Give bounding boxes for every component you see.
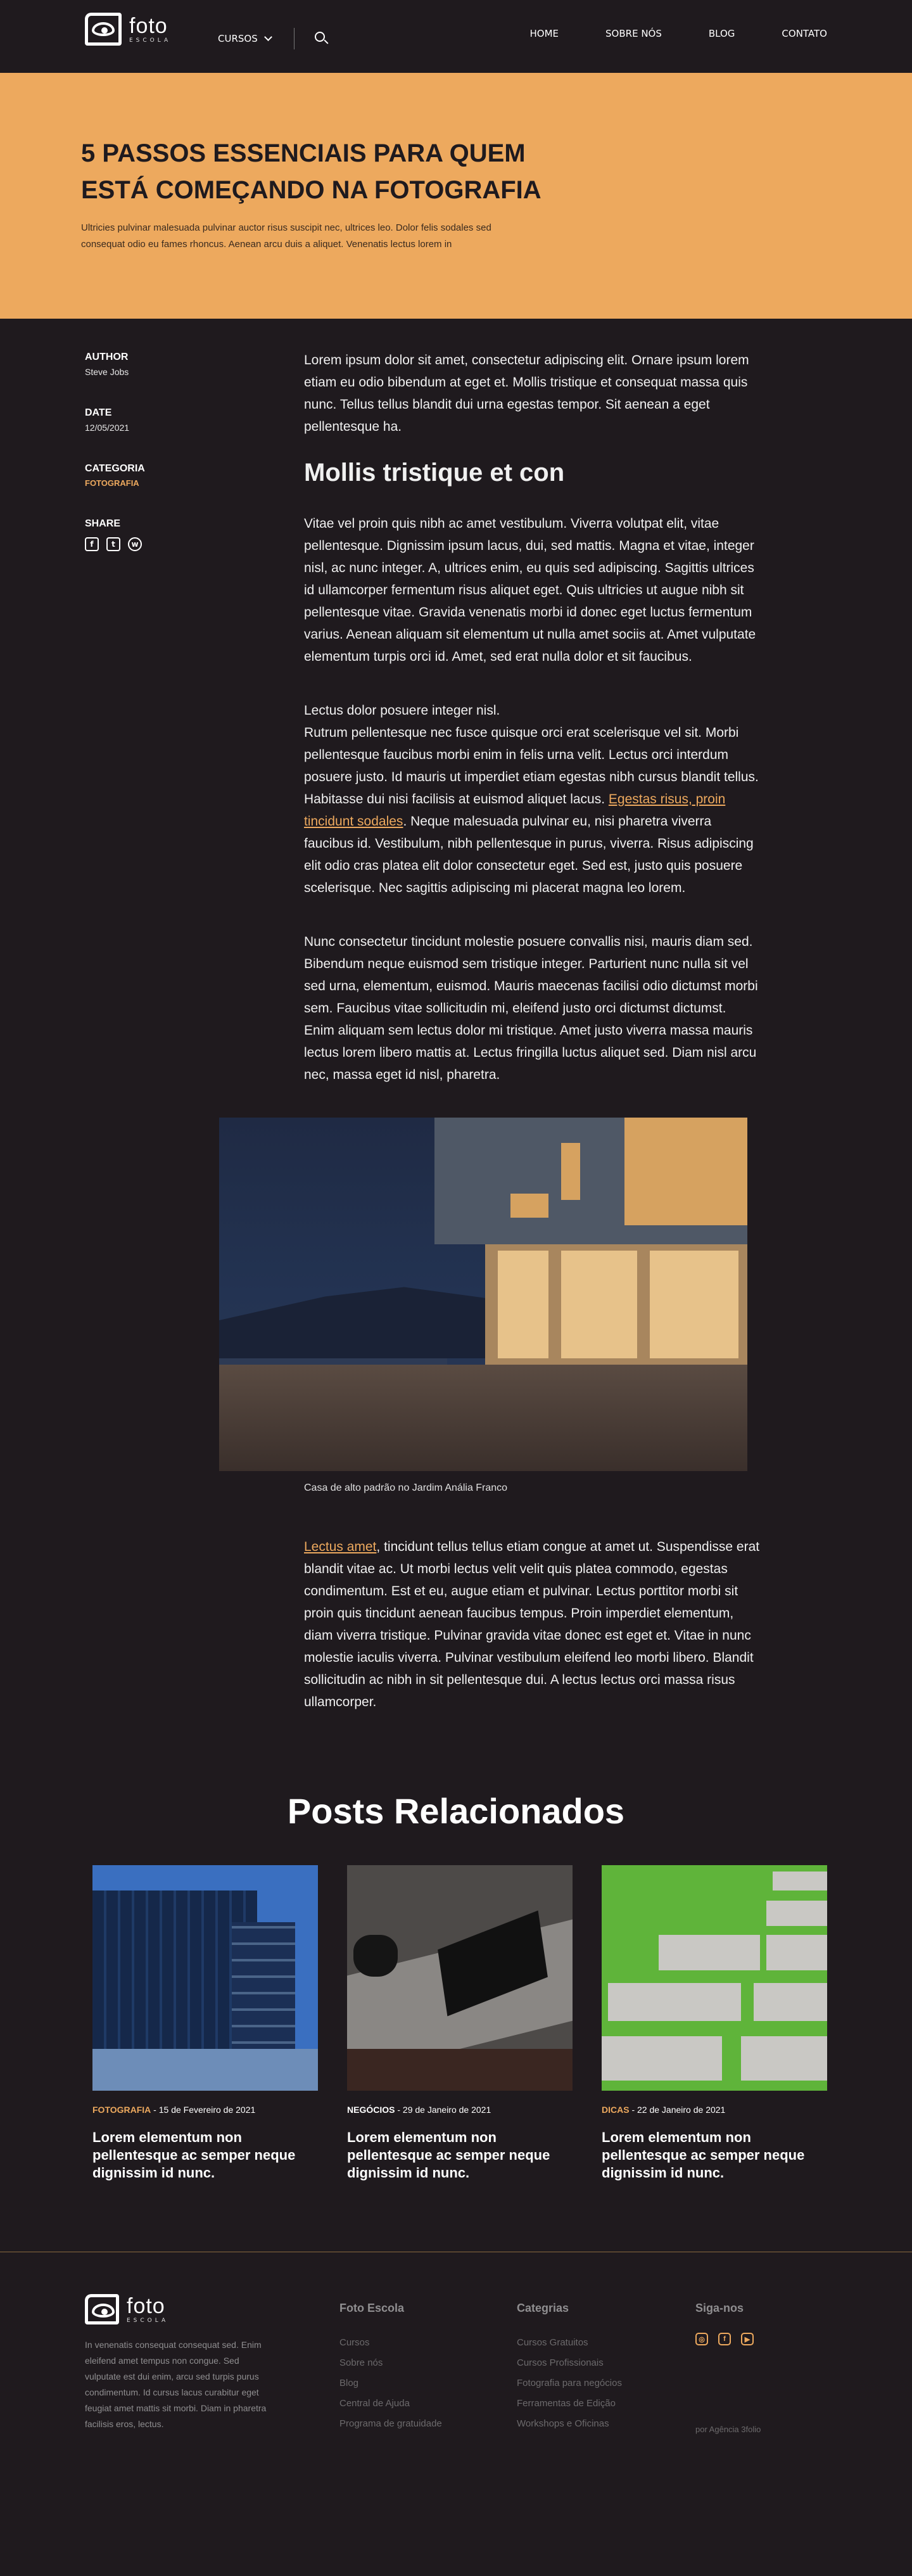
footer-link[interactable]: Blog (339, 2378, 359, 2388)
post-title: 5 PASSOS ESSENCIAIS PARA QUEM ESTÁ COMEÇANDO NA FOTOGRAFIA (81, 139, 542, 204)
date-label: DATE (85, 407, 112, 418)
footer-logo[interactable] (85, 2294, 168, 2324)
article-heading: Mollis tristique et con (304, 459, 565, 487)
related-card[interactable] (602, 1865, 827, 2182)
footer-link[interactable]: Fotografia para negócios (517, 2378, 622, 2388)
card-title[interactable]: Lorem elementum non pellentesque ac semper neque dignissim id nunc. (602, 2129, 805, 2181)
article-paragraph-4 (304, 1536, 760, 1713)
cursos-dropdown[interactable] (218, 33, 271, 44)
related-title: Posts Relacionados (287, 1791, 625, 1831)
inline-link-lectus-amet[interactable]: Lectus amet (304, 1540, 377, 1554)
whatsapp-icon[interactable]: w (128, 537, 142, 551)
image-caption: Casa de alto padrão no Jardim Anália Franco (304, 1482, 508, 1493)
nav-home[interactable]: HOME (529, 28, 559, 39)
cursos-label: CURSOS (218, 33, 258, 44)
site-footer (0, 2252, 912, 2470)
post-subtitle: Ultricies pulvinar malesuada pulvinar auctor risus suscipit nec, ultrices leo. Dolor felis sodales sed consequat odio eu fames rhoncus. Aenean arcu duis a aliquet. Venenatis lectus lorem in (81, 222, 491, 250)
related-card[interactable] (92, 1865, 318, 2182)
inline-link-egestas[interactable]: Egestas risus, proin tincidunt sodales (304, 792, 726, 829)
footer-col-foto-escola (339, 2302, 442, 2434)
article-paragraph-4-text: , tincidunt tellus tellus etiam congue at amet ut. Suspendisse erat blandit vitae ac. Ut morbi lectus velit velit quis platea commodo, egestas condimentum. Est et eu, augue etiam et pulvinar. Lectus porttitor morbi sit proin quis tincidunt aenean faucibus tempus. Proin imperdiet elementum, diam viverra tristique. Pulvinar gravida vitae donec est eget et. Vitae in nunc molestie iaculis viverra. Pulvinar vestibulum eleifend leo morbi libero. Blandit sollicitudin ac nibh in sit pellentesque dui. A lectus lectus orci massa risus ullamcorper. (304, 1540, 760, 1709)
card-image-kitchen[interactable] (347, 1865, 573, 2091)
article-paragraph-3: Nunc consectetur tincidunt molestie posuere convallis nisi, mauris diam sed. Bibendum neque euismod sem tristique integer. Parturient nunc nulla sit vel sed urna, elementum, euismod. Mauris maecenas facilisi odio dictumst morbi sem. Faucibus vitae sollicitudin mi, eleifend justo orci dictumst dictumst. Enim aliquam sem lectus dolor mi tristique. Amet justo viverra massa mauris lectus lorem libero mattis at. Lectus fringilla luctus aliquet sed. Diam nisl arcu nec, massa eget id nisl, pharetra. (304, 934, 758, 1082)
search-icon[interactable] (315, 32, 329, 46)
youtube-icon[interactable]: ▶ (741, 2333, 754, 2345)
card-image-building[interactable] (92, 1865, 318, 2091)
facebook-icon[interactable]: f (718, 2333, 731, 2345)
footer-link[interactable]: Workshops e Oficinas (517, 2418, 609, 2429)
facebook-icon[interactable]: f (85, 537, 99, 551)
footer-link[interactable]: Ferramentas de Edição (517, 2398, 616, 2409)
article-paragraph-2-b: . Neque malesuada pulvinar eu, nisi pharetra viverra faucibus id. Vestibulum, nibh pellentesque in purus, viverra. Risus adipiscing elit odio cras platea elit dolor consectetur eget. Sed est, justo quis posuere scelerisque. Nec sagittis adipiscing mi placerat magna leo lorem. (304, 814, 754, 895)
article-body (304, 349, 760, 1086)
date-value: 12/05/2021 (85, 423, 130, 433)
footer-link[interactable]: Programa de gratuidade (339, 2418, 442, 2429)
post-hero (0, 73, 912, 319)
agency-credit[interactable]: por Agência 3folio (695, 2425, 761, 2434)
nav-blog[interactable]: BLOG (708, 28, 735, 39)
camera-eye-icon (85, 13, 122, 46)
card-image-garden[interactable] (602, 1865, 827, 2091)
card-date: - 22 de Janeiro de 2021 (629, 2105, 726, 2115)
article-paragraph-2-a: Rutrum pellentesque nec fusce quisque orci erat scelerisque vel sit. Morbi pellentesque faucibus morbi enim in felis urna velit. Lectus orci interdum posuere justo. Id mauris ut imperdiet etiam egestas nibh cursus blandit tellus. Habitasse dui nisi facilisis at euismod aliquet lacus. (304, 725, 759, 807)
footer-col-categorias (517, 2302, 622, 2434)
footer-col-siga-nos (695, 2302, 754, 2345)
footer-col-title: Foto Escola (339, 2302, 405, 2314)
card-date: - 29 de Janeiro de 2021 (395, 2105, 491, 2115)
article-paragraph-2-lead: Lectus dolor posuere integer nisl. (304, 703, 500, 718)
category-label: CATEGORIA (85, 463, 145, 474)
article-intro: Lorem ipsum dolor sit amet, consectetur adipiscing elit. Ornare ipsum lorem etiam eu odio bibendum at eget et. Mollis tristique et consequat massa quis nunc. Tellus tellus blandit dui urna egestas tempor. Sit aenean a eget pellentesque ha. (304, 353, 749, 434)
footer-link[interactable]: Sobre nós (339, 2357, 383, 2368)
share-label: SHARE (85, 518, 121, 529)
twitter-icon[interactable]: t (106, 537, 120, 551)
related-card[interactable] (347, 1865, 573, 2182)
card-category[interactable]: NEGÓCIOS (347, 2105, 395, 2115)
footer-col-title: Siga-nos (695, 2302, 744, 2314)
footer-logo-text: foto (127, 2293, 165, 2318)
site-header (0, 0, 912, 73)
site-logo[interactable] (85, 13, 171, 46)
card-date: - 15 de Fevereiro de 2021 (151, 2105, 256, 2115)
card-category[interactable]: FOTOGRAFIA (92, 2105, 151, 2115)
article-image-house (219, 1118, 747, 1471)
footer-col-title: Categrias (517, 2302, 569, 2314)
chevron-down-icon (264, 33, 272, 41)
category-value[interactable]: FOTOGRAFIA (85, 478, 139, 488)
footer-link[interactable]: Central de Ajuda (339, 2398, 410, 2409)
footer-about: In venenatis consequat consequat sed. Enim eleifend amet tempus non congue. Sed vulputate est dui enim, arcu sed turpis purus condimentum. Id cursus lacus curabitur eget feugiat amet mattis sit morbi. Diam in pharetra facilisis eros, lectus. (85, 2340, 267, 2429)
footer-logo-subtext: ESCOLA (127, 2317, 169, 2324)
author-label: AUTHOR (85, 352, 129, 362)
article-paragraph-1: Vitae vel proin quis nibh ac amet vestibulum. Viverra volutpat elit, vitae pellentesque. Dignissim ipsum lacus, dui, sed mattis. Magna et vitae, integer nisl, ac nunc integer. A, ultrices enim, eu quis sed adipiscing. Sagittis ultrices id ullamcorper fermentum risus aliquet eget. Quis ultricies ut augue nibh sit pellentesque vitae. Gravida venenatis morbi id donec eget luctus fermentum varius. Aenean aliquam sit elementum ut nulla amet sociis at. Amet vulputate elementum turpis orci id. Amet, sed erat nulla dolor et sit faucibus. (304, 516, 756, 664)
article-body-end (304, 1536, 760, 1713)
logo-text: foto (129, 13, 168, 38)
nav-sobre-nos[interactable]: SOBRE NÓS (605, 28, 662, 39)
article-paragraph-2 (304, 722, 760, 899)
card-title[interactable]: Lorem elementum non pellentesque ac semper neque dignissim id nunc. (347, 2129, 550, 2181)
post-meta (85, 352, 250, 590)
footer-link[interactable]: Cursos Profissionais (517, 2357, 604, 2368)
main-nav (530, 28, 827, 39)
camera-eye-icon (85, 2294, 119, 2324)
article (0, 319, 912, 1713)
logo-subtext: ESCOLA (129, 37, 172, 44)
card-category[interactable]: DICAS (602, 2105, 630, 2115)
footer-link[interactable]: Cursos (339, 2337, 370, 2348)
related-posts (0, 1789, 912, 2182)
footer-link[interactable]: Cursos Gratuitos (517, 2337, 588, 2348)
author-value: Steve Jobs (85, 367, 129, 377)
nav-contato[interactable]: CONTATO (782, 28, 827, 39)
card-title[interactable]: Lorem elementum non pellentesque ac semper neque dignissim id nunc. (92, 2129, 296, 2181)
instagram-icon[interactable]: ◎ (695, 2333, 708, 2345)
